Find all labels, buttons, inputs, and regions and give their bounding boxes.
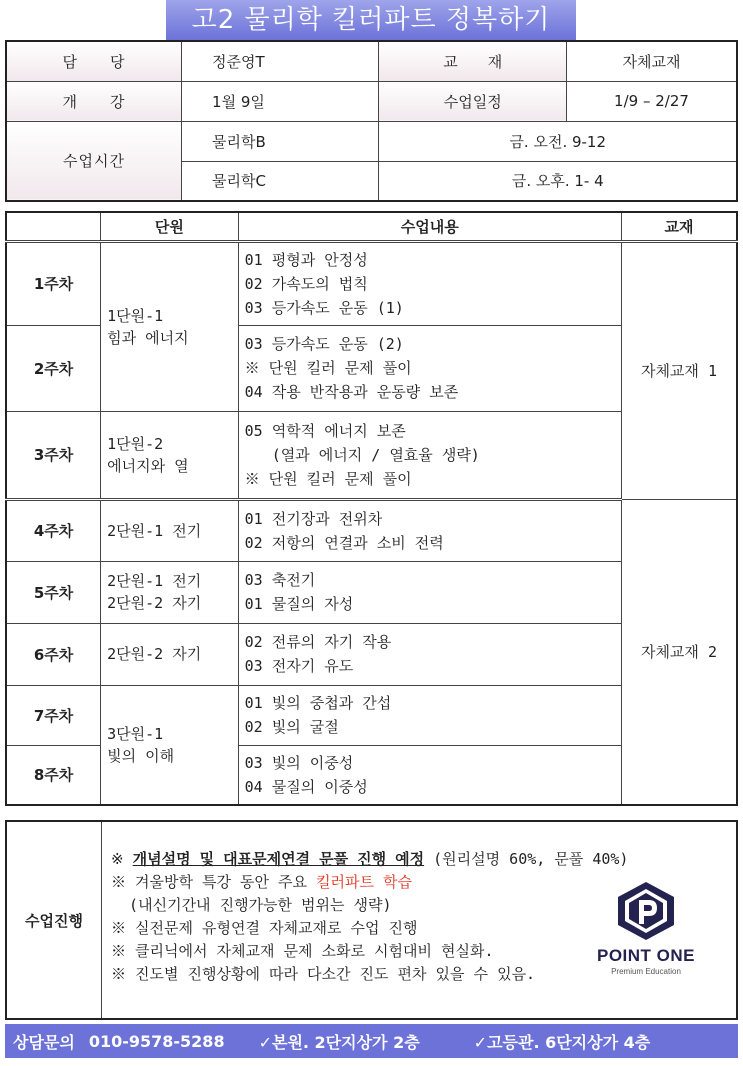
note-prefix: ※ 겨울방학 특강 동안 주요	[111, 873, 317, 891]
unit-cell	[101, 623, 239, 685]
textbook-value: 자체교재	[566, 41, 737, 81]
content-line: ※ 단원 킬러 문제 풀이	[244, 469, 412, 488]
week-label: 4주차	[6, 499, 101, 561]
progress-label: 수업진행	[7, 822, 102, 1018]
unit-cell	[101, 411, 239, 499]
point-one-logo-icon	[614, 880, 678, 942]
note-highlight: 킬러파트 학습	[316, 873, 413, 891]
content-line: 03 빛의 이중성	[244, 753, 354, 772]
book-cell: 자체교재 1	[621, 241, 737, 499]
note-emphasis: 개념설명 및 대표문제연결 문풀 진행 예정	[132, 850, 425, 868]
contact-label: 상담문의	[13, 1032, 75, 1052]
contact-footer	[5, 1024, 738, 1058]
note-line: ※ 실전문제 유형연결 자체교재로 수업 진행	[111, 919, 418, 937]
textbook-label: 교 재	[379, 41, 566, 81]
content-line: ※ 단원 킬러 문제 풀이	[244, 359, 412, 377]
content-line: 03 등가속도 운동 (2)	[244, 335, 404, 353]
main-branch: ✓본원. 2단지상가 2층	[258, 1032, 420, 1052]
high-school-branch: ✓고등관. 6단지상가 4층	[473, 1032, 651, 1052]
unit-cell	[101, 685, 239, 805]
content-line: 04 작용 반작용과 운동량 보존	[244, 383, 459, 401]
note-line	[111, 871, 628, 894]
brand-logo	[586, 880, 706, 980]
unit-line: 2단원-2 자기	[107, 594, 202, 612]
content-line: 03 전자기 유도	[244, 657, 354, 675]
unit-cell	[101, 499, 239, 561]
unit-line: 2단원-2 자기	[107, 645, 202, 663]
book-cell: 자체교재 2	[621, 499, 737, 805]
note-prefix: ※	[111, 850, 133, 868]
unit-line: 1단원-1	[107, 306, 164, 325]
week-label: 8주차	[6, 745, 101, 805]
schedule-value: 1/9 – 2/27	[566, 81, 737, 121]
content-cell	[238, 241, 621, 325]
unit-cell	[101, 561, 239, 623]
header-book: 교재	[621, 212, 737, 241]
unit-line: 1단원-2	[107, 434, 164, 453]
header-week	[6, 212, 101, 241]
content-cell	[238, 325, 621, 411]
note-suffix: (원리설명 60%, 문풀 40%)	[424, 850, 629, 868]
content-line: 01 평형과 안정성	[244, 250, 368, 269]
header-content: 수업내용	[238, 212, 621, 241]
course-info-table	[5, 40, 738, 202]
brand-name: POINT ONE	[596, 946, 695, 965]
week-label: 6주차	[6, 623, 101, 685]
content-line: 01 물질의 자성	[244, 595, 354, 613]
note-line	[111, 848, 628, 871]
content-cell	[238, 561, 621, 623]
page-title: 고2 물리학 킬러파트 정복하기	[166, 0, 576, 40]
content-cell	[238, 499, 621, 561]
note-line: (내신기간내 진행가능한 범위는 생략)	[111, 896, 392, 914]
class-c-name: 물리학C	[182, 161, 379, 201]
week-label: 2주차	[6, 325, 101, 411]
content-cell	[238, 623, 621, 685]
unit-line: 2단원-1 전기	[107, 572, 202, 590]
content-line: 03 등가속도 운동 (1)	[244, 298, 404, 317]
content-cell	[238, 411, 621, 499]
class-c-time: 금. 오후. 1- 4	[379, 161, 737, 201]
class-b-time: 금. 오전. 9-12	[379, 121, 737, 161]
start-value: 1월 9일	[182, 81, 379, 121]
start-label: 개 강	[6, 81, 182, 121]
content-line: 03 축전기	[244, 571, 316, 589]
content-cell	[238, 745, 621, 805]
unit-line: 힘과 에너지	[107, 328, 189, 347]
week-label: 3주차	[6, 411, 101, 499]
unit-line: 빛의 이해	[107, 746, 175, 765]
note-line: ※ 진도별 진행상황에 따라 다소간 진도 편차 있을 수 있음.	[111, 965, 536, 983]
content-cell	[238, 685, 621, 745]
schedule-label: 수업일정	[379, 81, 566, 121]
brand-subtitle: Premium Education	[611, 967, 681, 976]
content-line: 04 물질의 이중성	[244, 777, 368, 796]
class-time-label: 수업시간	[6, 121, 182, 201]
contact-phone: 010-9578-5288	[88, 1031, 225, 1051]
content-line: 01 전기장과 전위차	[244, 509, 383, 528]
content-line: 02 전류의 자기 작용	[244, 633, 392, 651]
week-label: 1주차	[6, 241, 101, 325]
content-line: 02 가속도의 법칙	[244, 274, 368, 293]
unit-line: 에너지와 열	[107, 456, 189, 475]
content-line: 01 빛의 중첩과 간섭	[244, 694, 392, 712]
header-unit: 단원	[101, 212, 239, 241]
weekly-schedule-table	[5, 211, 738, 806]
teacher-value: 정준영T	[182, 41, 379, 81]
content-line: 02 저항의 연결과 소비 전력	[244, 533, 444, 552]
content-line: 05 역학적 에너지 보존	[244, 421, 406, 440]
content-line: (열과 에너지 / 열효율 생략)	[244, 445, 480, 464]
teacher-label: 담 당	[6, 41, 182, 81]
week-label: 5주차	[6, 561, 101, 623]
unit-line: 3단원-1	[107, 724, 164, 743]
content-line: 02 빛의 굴절	[244, 718, 339, 736]
note-line: ※ 클리닉에서 자체교재 문제 소화로 시험대비 현실화.	[111, 942, 494, 960]
progress-notes	[111, 848, 628, 986]
class-b-name: 물리학B	[182, 121, 379, 161]
unit-cell	[101, 241, 239, 411]
unit-line: 2단원-1 전기	[107, 521, 202, 540]
week-label: 7주차	[6, 685, 101, 745]
